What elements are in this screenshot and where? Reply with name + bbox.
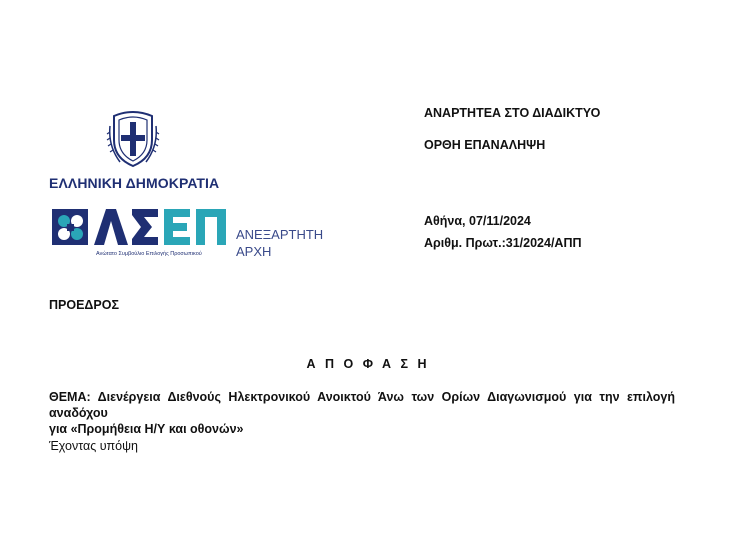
- decision-title: Α Π Ο Φ Α Σ Η: [306, 357, 430, 371]
- signatory-title: ΠΡΟΕΔΡΟΣ: [49, 298, 119, 312]
- authority-line-2: ΑΡΧΗ: [236, 244, 272, 259]
- publish-notice: ΑΝΑΡΤΗΤΕΑ ΣΤΟ ΔΙΑΔΙΚΤΥΟ: [424, 106, 601, 120]
- greek-coat-of-arms-icon: [106, 106, 160, 172]
- government-title: ΕΛΛΗΝΙΚΗ ΔΗΜΟΚΡΑΤΙΑ: [49, 175, 220, 191]
- authority-line-1: ΑΝΕΞΑΡΤΗΤΗ: [236, 227, 324, 242]
- date-line: Αθήνα, 07/11/2024: [424, 214, 531, 228]
- correction-notice: ΟΡΘΗ ΕΠΑΝΑΛΗΨΗ: [424, 138, 546, 152]
- protocol-number: Αριθμ. Πρωτ.:31/2024/ΑΠΠ: [424, 236, 582, 250]
- subject-line-2: για «Προμήθεια Η/Υ και οθονών»: [49, 422, 244, 436]
- authority-label: [236, 226, 323, 260]
- subject-block: [49, 389, 675, 437]
- asep-subtitle: Ανώτατο Συμβούλιο Επιλογής Προσωπικού: [96, 251, 202, 257]
- subject-line-1: ΘΕΜΑ: Διενέργεια Διεθνούς Ηλεκτρονικού Ανοικτού Άνω των Ορίων Διαγωνισμού για την επιλογή αναδόχου: [49, 390, 675, 420]
- considering-line: Έχοντας υπόψη: [49, 439, 138, 453]
